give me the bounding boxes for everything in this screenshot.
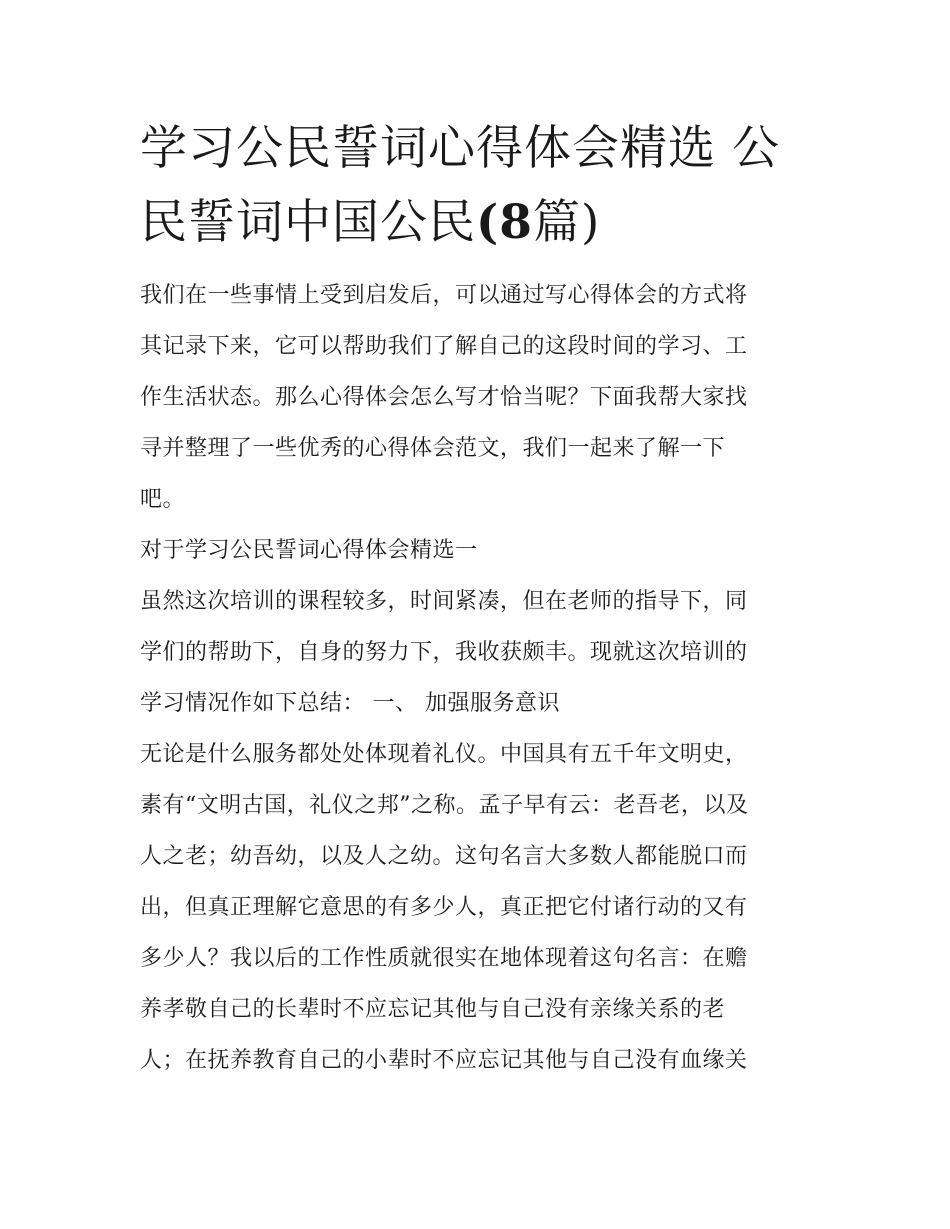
intro-line: 吧。 — [140, 487, 186, 512]
document-title — [140, 112, 812, 260]
intro-paragraph — [140, 270, 812, 525]
paragraph-2 — [140, 729, 812, 1086]
document-body — [140, 270, 812, 1086]
paragraph-2-line: 出，但真正理解它意思的有多少人，真正把它付诸行动的又有 — [140, 895, 748, 920]
intro-line: 寻并整理了一些优秀的心得体会范文，我们一起来了解一下 — [140, 436, 726, 461]
paragraph-1-line: 学习情况作如下总结： 一、 加强服务意识 — [140, 691, 560, 716]
section-heading-text: 对于学习公民誓词心得体会精选一 — [140, 538, 478, 563]
title-line-2 — [140, 186, 812, 260]
section-heading — [140, 525, 812, 576]
intro-line: 我们在一些事情上受到启发后，可以通过写心得体会的方式将 — [140, 283, 748, 308]
paragraph-2-line: 素有“文明古国，礼仪之邦”之称。孟子早有云：老吾老，以及 — [140, 793, 749, 818]
paragraph-1 — [140, 576, 812, 729]
paragraph-2-line: 多少人？我以后的工作性质就很实在地体现着这句名言：在赡 — [140, 946, 748, 971]
title-line-2-text: 民誓词中国公民 — [140, 195, 476, 250]
document-page — [140, 112, 812, 1086]
intro-line: 其记录下来，它可以帮助我们了解自己的这段时间的学习、工 — [140, 334, 748, 359]
paragraph-2-line: 人之老；幼吾幼，以及人之幼。这句名言大多数人都能脱口而 — [140, 844, 748, 869]
paragraph-1-line: 虽然这次培训的课程较多，时间紧凑，但在老师的指导下，同 — [140, 589, 748, 614]
intro-line: 作生活状态。那么心得体会怎么写才恰当呢？下面我帮大家找 — [140, 385, 748, 410]
title-line-1: 学习公民誓词心得体会精选 公 — [140, 121, 780, 176]
paragraph-2-line: 养孝敬自己的长辈时不应忘记其他与自己没有亲缘关系的老 — [140, 997, 726, 1022]
paragraph-2-line: 人；在抚养教育自己的小辈时不应忘记其他与自己没有血缘关 — [140, 1048, 748, 1073]
paragraph-1-line: 学们的帮助下，自身的努力下，我收获颇丰。现就这次培训的 — [140, 640, 748, 665]
title-count-bold: (8 — [476, 195, 533, 250]
title-line-2-end: 篇) — [532, 195, 601, 250]
paragraph-2-line: 无论是什么服务都处处体现着礼仪。中国具有五千年文明史， — [140, 742, 748, 767]
